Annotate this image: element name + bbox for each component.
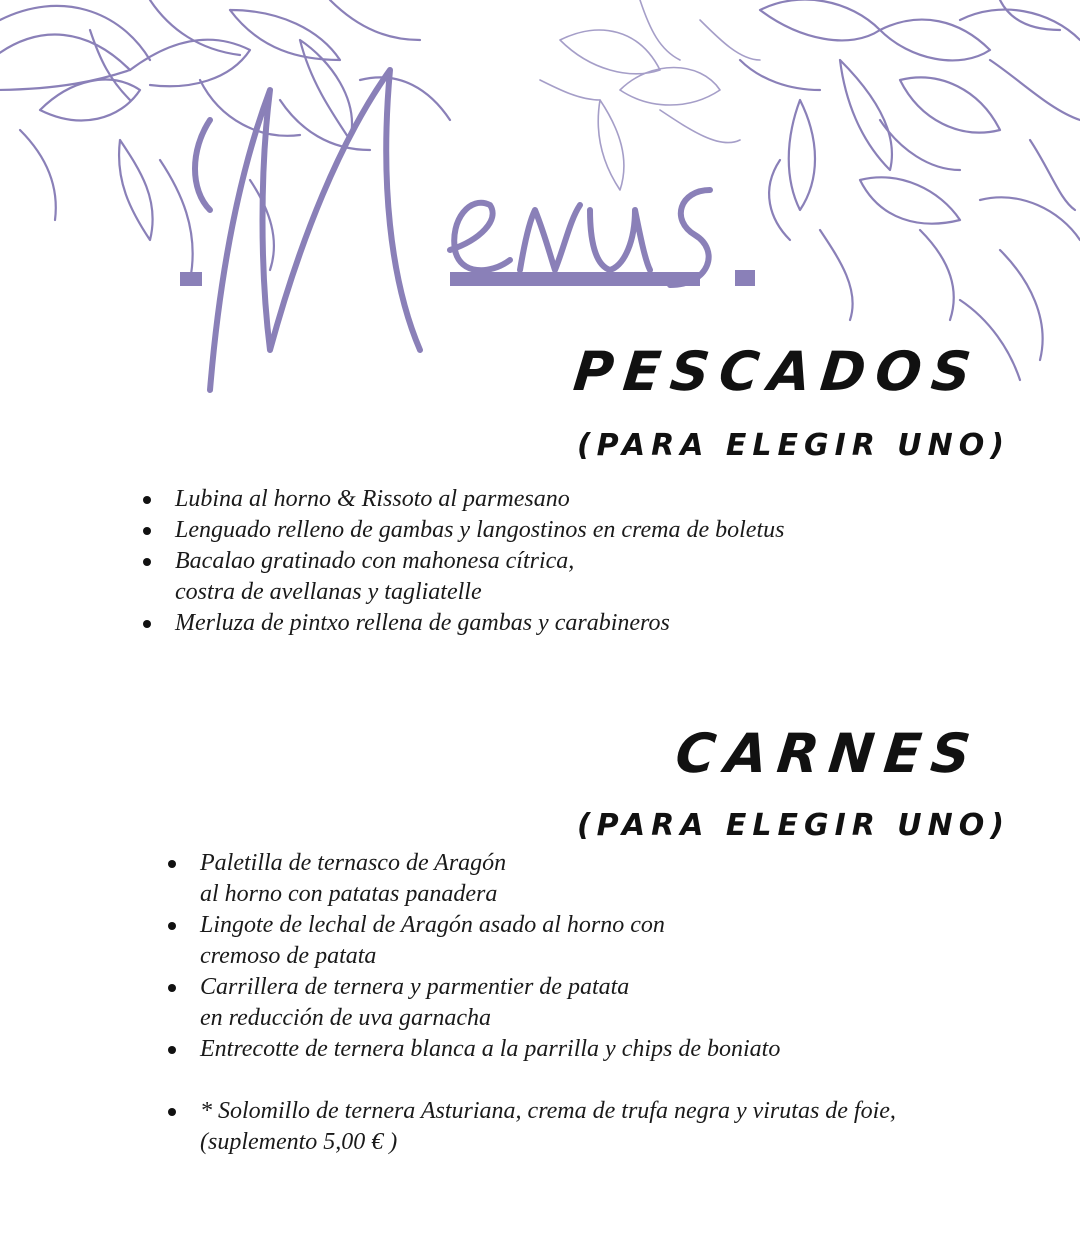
carnes-title: CARNES <box>672 722 984 785</box>
menus-title-text: Menus. <box>150 7 198 24</box>
dish-line: Lingote de lechal de Aragón asado al horno con <box>200 912 665 938</box>
dish-line-continued: costra de avellanas y tagliatelle <box>175 579 482 605</box>
dish-line-continued: (suplemento 5,00 € ) <box>200 1129 398 1155</box>
dish-line: Carrillera de ternera y parmentier de patata <box>200 974 630 1000</box>
carnes-dish-list <box>168 848 896 1158</box>
carnes-subtitle: (PARA ELEGIR UNO) <box>576 808 1010 843</box>
dish-line: Lubina al horno & Rissoto al parmesano <box>175 486 570 512</box>
list-item <box>143 515 784 546</box>
list-item <box>168 1034 896 1065</box>
list-item <box>168 1096 896 1158</box>
list-item <box>168 972 896 1034</box>
dish-line: Lenguado relleno de gambas y langostinos en crema de boletus <box>175 517 785 543</box>
dish-line-continued: al horno con patatas panadera <box>200 881 498 907</box>
list-item <box>168 910 896 972</box>
bullet-icon <box>143 620 151 628</box>
dish-line: Merluza de pintxo rellena de gambas y carabineros <box>175 610 670 636</box>
bullet-icon <box>168 984 176 992</box>
dish-line: Entrecotte de ternera blanca a la parrilla y chips de boniato <box>200 1036 781 1062</box>
dish-line-continued: cremoso de patata <box>200 943 377 969</box>
bullet-icon <box>143 496 151 504</box>
list-item <box>168 848 896 910</box>
bullet-icon <box>168 1108 176 1116</box>
dish-line-continued: en reducción de uva garnacha <box>200 1005 492 1031</box>
bullet-icon <box>143 558 151 566</box>
bullet-icon <box>168 1046 176 1054</box>
bullet-icon <box>168 860 176 868</box>
bullet-icon <box>168 922 176 930</box>
dish-line: Bacalao gratinado con mahonesa cítrica, <box>175 548 575 574</box>
list-item <box>143 608 784 639</box>
pescados-title: PESCADOS <box>570 340 984 403</box>
pescados-subtitle: (PARA ELEGIR UNO) <box>576 428 1010 463</box>
list-item <box>143 546 784 608</box>
bullet-icon <box>143 527 151 535</box>
dish-line: * Solomillo de ternera Asturiana, crema de trufa negra y virutas de foie, <box>200 1098 896 1124</box>
dish-line: Paletilla de ternasco de Aragón <box>200 850 507 876</box>
list-item <box>143 484 784 515</box>
pescados-dish-list <box>143 484 784 639</box>
